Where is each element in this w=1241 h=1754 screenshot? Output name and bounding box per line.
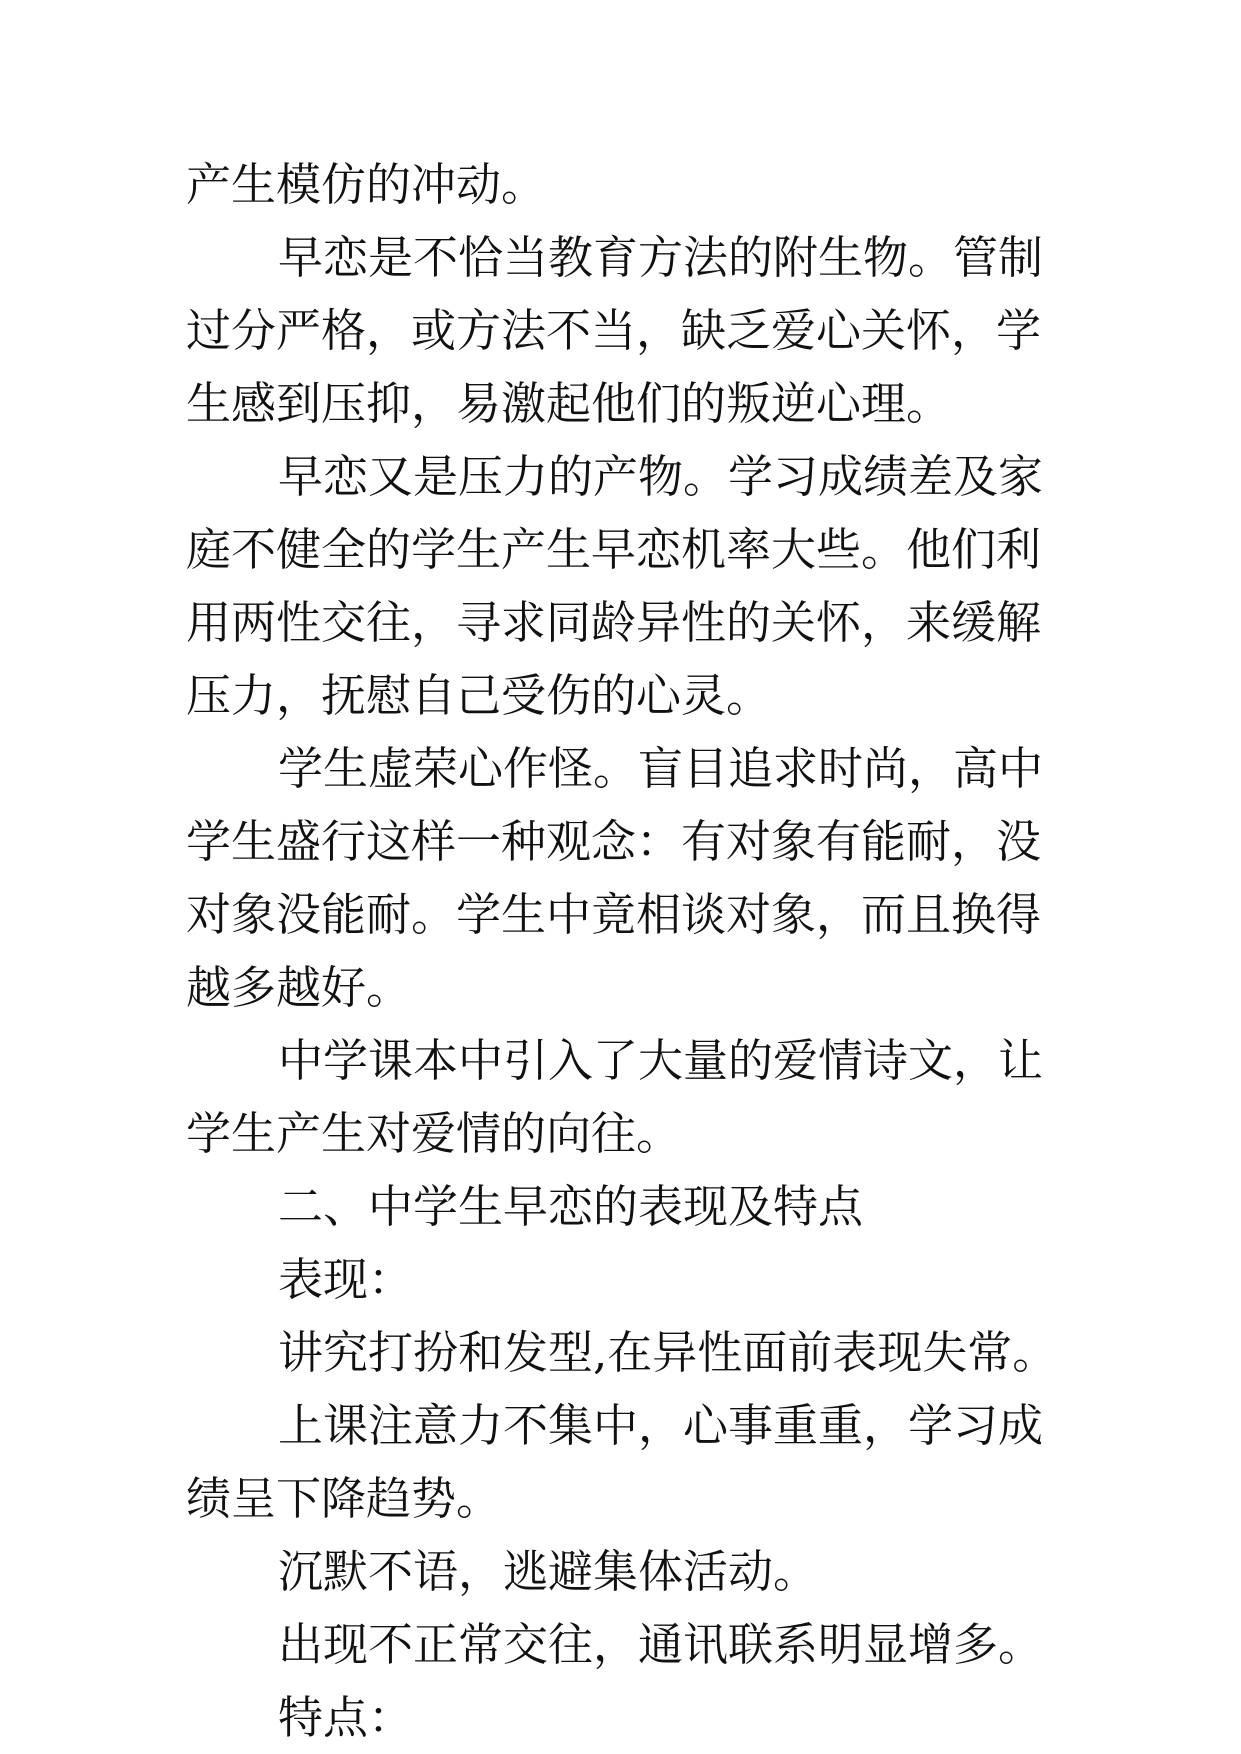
text-line: 绩呈下降趋势。: [186, 1472, 502, 1525]
text-line: 用两性交往，寻求同龄异性的关怀，来缓解: [186, 596, 1042, 649]
subheading-characteristics: 特点：: [278, 1691, 414, 1744]
text-line: 庭不健全的学生产生早恋机率大些。他们利: [186, 523, 1042, 576]
text-line: 压力，抚慰自己受伤的心灵。: [186, 669, 772, 722]
paragraph-start-line: 中学课本中引入了大量的爱情诗文，让: [278, 1034, 1044, 1087]
text-line: 对象没能耐。学生中竟相谈对象，而且换得: [186, 888, 1042, 941]
document-body: [186, 148, 1056, 1754]
paragraph-start-line: 讲究打扮和发型,在异性面前表现失常。: [278, 1326, 1058, 1379]
section-heading: 二、中学生早恋的表现及特点: [278, 1180, 864, 1233]
text-line: 学生盛行这样一种观念：有对象有能耐，没: [186, 815, 1042, 868]
text-line: 产生模仿的冲动。: [186, 158, 547, 211]
text-line: 过分严格，或方法不当，缺乏爱心关怀，学: [186, 304, 1042, 357]
paragraph-start-line: 沉默不语，逃避集体活动。: [278, 1545, 819, 1598]
paragraph-start-line: 上课注意力不集中，心事重重，学习成: [278, 1399, 1044, 1452]
paragraph-start-line: 早恋又是压力的产物。学习成绩差及家: [278, 450, 1044, 503]
paragraph-start-line: 出现不正常交往，通讯联系明显增多。: [278, 1618, 1044, 1671]
subheading-manifestations: 表现：: [278, 1253, 414, 1306]
text-line: 生感到压抑，易激起他们的叛逆心理。: [186, 377, 952, 430]
paragraph-start-line: 学生虚荣心作怪。盲目追求时尚，高中: [278, 742, 1044, 795]
text-line: 越多越好。: [186, 961, 412, 1014]
text-line: 学生产生对爱情的向往。: [186, 1107, 682, 1160]
paragraph-start-line: 早恋是不恰当教育方法的附生物。管制: [278, 231, 1044, 284]
